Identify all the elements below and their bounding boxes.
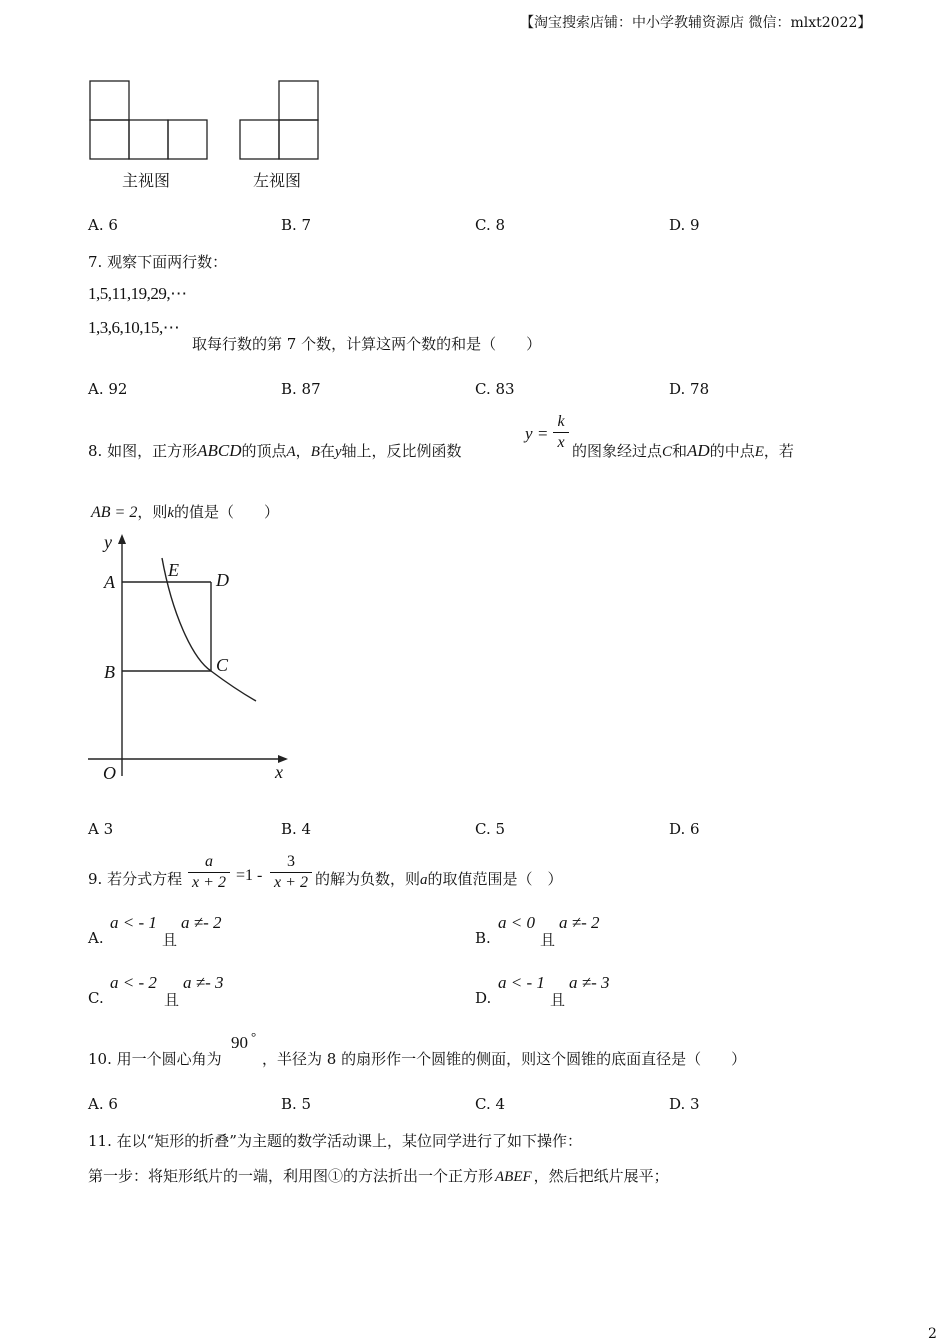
q9-option-c-and: 且 bbox=[164, 991, 180, 1009]
q9-rhs-fraction bbox=[270, 852, 312, 893]
q8-y-axis-var: y bbox=[334, 444, 342, 460]
q8-func-fraction bbox=[553, 412, 569, 453]
page-number: 2 bbox=[928, 1326, 937, 1342]
q8-option-c[interactable]: C. 5 bbox=[475, 820, 506, 838]
q8-figure bbox=[82, 528, 302, 788]
q9-a-var: a bbox=[420, 872, 428, 888]
left-view-top-square bbox=[279, 81, 318, 120]
q9-option-c-cond1: a < - 2 bbox=[110, 973, 157, 992]
y-axis-arrow bbox=[118, 534, 126, 544]
q9-equation-middle: =1 - bbox=[236, 867, 263, 884]
q9-stem-part3: 的取值范围是（ ） bbox=[427, 870, 563, 888]
q10-angle: 90 bbox=[231, 1033, 248, 1052]
q9-option-a-cond2: a ≠- 2 bbox=[181, 913, 222, 932]
q8-stem-part5: 的图象经过点 bbox=[572, 442, 663, 460]
q8-point-c: C bbox=[662, 444, 673, 460]
q9-option-c-label: C. bbox=[88, 989, 104, 1007]
front-view-bottom-square-3 bbox=[168, 120, 207, 159]
q8-func-denominator: x bbox=[557, 434, 565, 451]
q7-question: 取每行数的第 7 个数，计算这两个数的和是（ ） bbox=[192, 335, 542, 353]
front-view-label: 主视图 bbox=[122, 171, 171, 190]
label-a: A bbox=[104, 572, 115, 592]
q8-stem-line bbox=[88, 440, 462, 461]
q11-step1-part-a: 第一步：将矩形纸片的一端，利用图①的方法折出一个正方形 bbox=[88, 1167, 494, 1185]
q8-option-d[interactable]: D. 6 bbox=[669, 820, 700, 838]
q8-comma: ， bbox=[295, 442, 311, 460]
q8-point-e: E bbox=[754, 444, 764, 460]
label-o: O bbox=[103, 763, 116, 783]
q8-func-y: y bbox=[525, 424, 533, 443]
q6-three-view-figure bbox=[80, 72, 340, 172]
q10-stem-part2: ，半径为 8 的扇形作一个圆锥的侧面，则这个圆锥的底面直径是（ ） bbox=[262, 1050, 747, 1068]
q8-option-b[interactable]: B. 4 bbox=[281, 820, 312, 838]
q8-stem-part2: 的顶点 bbox=[241, 442, 287, 460]
q7-option-d[interactable]: D. 78 bbox=[669, 380, 710, 398]
q9-stem-part2: 的解为负数，则 bbox=[315, 870, 421, 888]
q7-row2: 1,3,6,10,15,⋯ bbox=[88, 318, 180, 337]
q9-rhs-denominator: x + 2 bbox=[274, 874, 308, 891]
q9-option-d-cond2: a ≠- 3 bbox=[569, 973, 610, 992]
q10-stem-part1: 10. 用一个圆心角为 bbox=[88, 1050, 222, 1068]
q9-option-a-and: 且 bbox=[162, 931, 178, 949]
q11-step1 bbox=[88, 1165, 669, 1186]
q8-stem-part3: 在 bbox=[319, 442, 335, 460]
q6-option-a[interactable]: A. 6 bbox=[88, 216, 118, 234]
q8-stem-line-2 bbox=[572, 440, 794, 461]
q9-option-d-label: D. bbox=[475, 989, 492, 1007]
label-e: E bbox=[168, 560, 179, 580]
q8-square-abcd: ABCD bbox=[197, 441, 242, 460]
front-view-bottom-square-1 bbox=[90, 120, 129, 159]
q8-stem-part7: 的中点 bbox=[709, 442, 755, 460]
left-view-bottom-square-2 bbox=[279, 120, 318, 159]
front-view-bottom-square-2 bbox=[129, 120, 168, 159]
q7-row1: 1,5,11,19,29,⋯ bbox=[88, 284, 187, 303]
q11-step1-part-b: ，然后把纸片展平； bbox=[533, 1167, 669, 1185]
q8-stem-part4: 轴上，反比例函数 bbox=[341, 442, 462, 460]
q9-option-b-label: B. bbox=[475, 929, 491, 947]
q8-func-numerator: k bbox=[557, 413, 565, 430]
q9-lhs-denominator: x + 2 bbox=[192, 874, 226, 891]
q8-condition-tail-2: 的值是（ ） bbox=[174, 503, 280, 521]
q10-option-d[interactable]: D. 3 bbox=[669, 1095, 700, 1113]
page-header: 【淘宝搜索店铺：中小学教辅资源店 微信：mlxt2022】 bbox=[520, 15, 872, 31]
q7-stem: 7. 观察下面两行数： bbox=[88, 253, 228, 271]
q8-condition-tail-1: ，则 bbox=[137, 503, 168, 521]
q6-option-d[interactable]: D. 9 bbox=[669, 216, 700, 234]
q10-degree-sign: ° bbox=[251, 1029, 257, 1044]
q10-option-b[interactable]: B. 5 bbox=[281, 1095, 312, 1113]
q11-square-abef: ABEF bbox=[495, 1169, 532, 1185]
q7-option-c[interactable]: C. 83 bbox=[475, 380, 515, 398]
q8-stem-part8: ，若 bbox=[763, 442, 794, 460]
q8-func-equals: = bbox=[538, 424, 548, 443]
q9-option-a-label: A. bbox=[88, 929, 104, 947]
q9-option-b-cond1: a < 0 bbox=[498, 913, 535, 932]
q9-lhs-fraction bbox=[188, 852, 230, 893]
label-c: C bbox=[216, 655, 229, 675]
q6-option-c[interactable]: C. 8 bbox=[475, 216, 506, 234]
q9-option-d-cond1: a < - 1 bbox=[498, 973, 545, 992]
q8-option-a[interactable]: A 3 bbox=[88, 820, 114, 838]
q8-stem-part6: 和 bbox=[672, 442, 688, 460]
label-b: B bbox=[104, 662, 115, 682]
q8-point-a: A bbox=[286, 444, 296, 460]
q9-option-d-and: 且 bbox=[550, 991, 566, 1009]
q9-stem-tail bbox=[315, 868, 563, 889]
q10-option-a[interactable]: A. 6 bbox=[88, 1095, 118, 1113]
label-y: y bbox=[104, 532, 112, 552]
q8-condition: AB = 2 bbox=[91, 504, 138, 521]
q6-option-b[interactable]: B. 7 bbox=[281, 216, 312, 234]
q10-option-c[interactable]: C. 4 bbox=[475, 1095, 506, 1113]
label-x: x bbox=[275, 762, 283, 782]
q8-condition-line bbox=[91, 501, 279, 522]
left-view-bottom-square-1 bbox=[240, 120, 279, 159]
q8-segment-ad: AD bbox=[687, 441, 710, 460]
q9-option-b-cond2: a ≠- 2 bbox=[559, 913, 600, 932]
q9-option-c-cond2: a ≠- 3 bbox=[183, 973, 224, 992]
left-view-label: 左视图 bbox=[253, 171, 302, 190]
q11-stem: 11. 在以“矩形的折叠”为主题的数学活动课上，某位同学进行了如下操作： bbox=[88, 1132, 582, 1150]
q8-stem-part1: 8. 如图，正方形 bbox=[88, 442, 198, 460]
q9-option-b-and: 且 bbox=[540, 931, 556, 949]
q7-option-b[interactable]: B. 87 bbox=[281, 380, 321, 398]
q9-stem-part1: 9. 若分式方程 bbox=[88, 870, 183, 888]
front-view-top-square bbox=[90, 81, 129, 120]
label-d: D bbox=[216, 570, 229, 590]
q7-option-a[interactable]: A. 92 bbox=[88, 380, 128, 398]
q9-lhs-numerator: a bbox=[205, 853, 213, 870]
q8-point-b: B bbox=[310, 444, 320, 460]
q8-k-var: k bbox=[167, 505, 175, 521]
q9-rhs-numerator: 3 bbox=[287, 853, 295, 870]
q9-option-a-cond1: a < - 1 bbox=[110, 913, 157, 932]
